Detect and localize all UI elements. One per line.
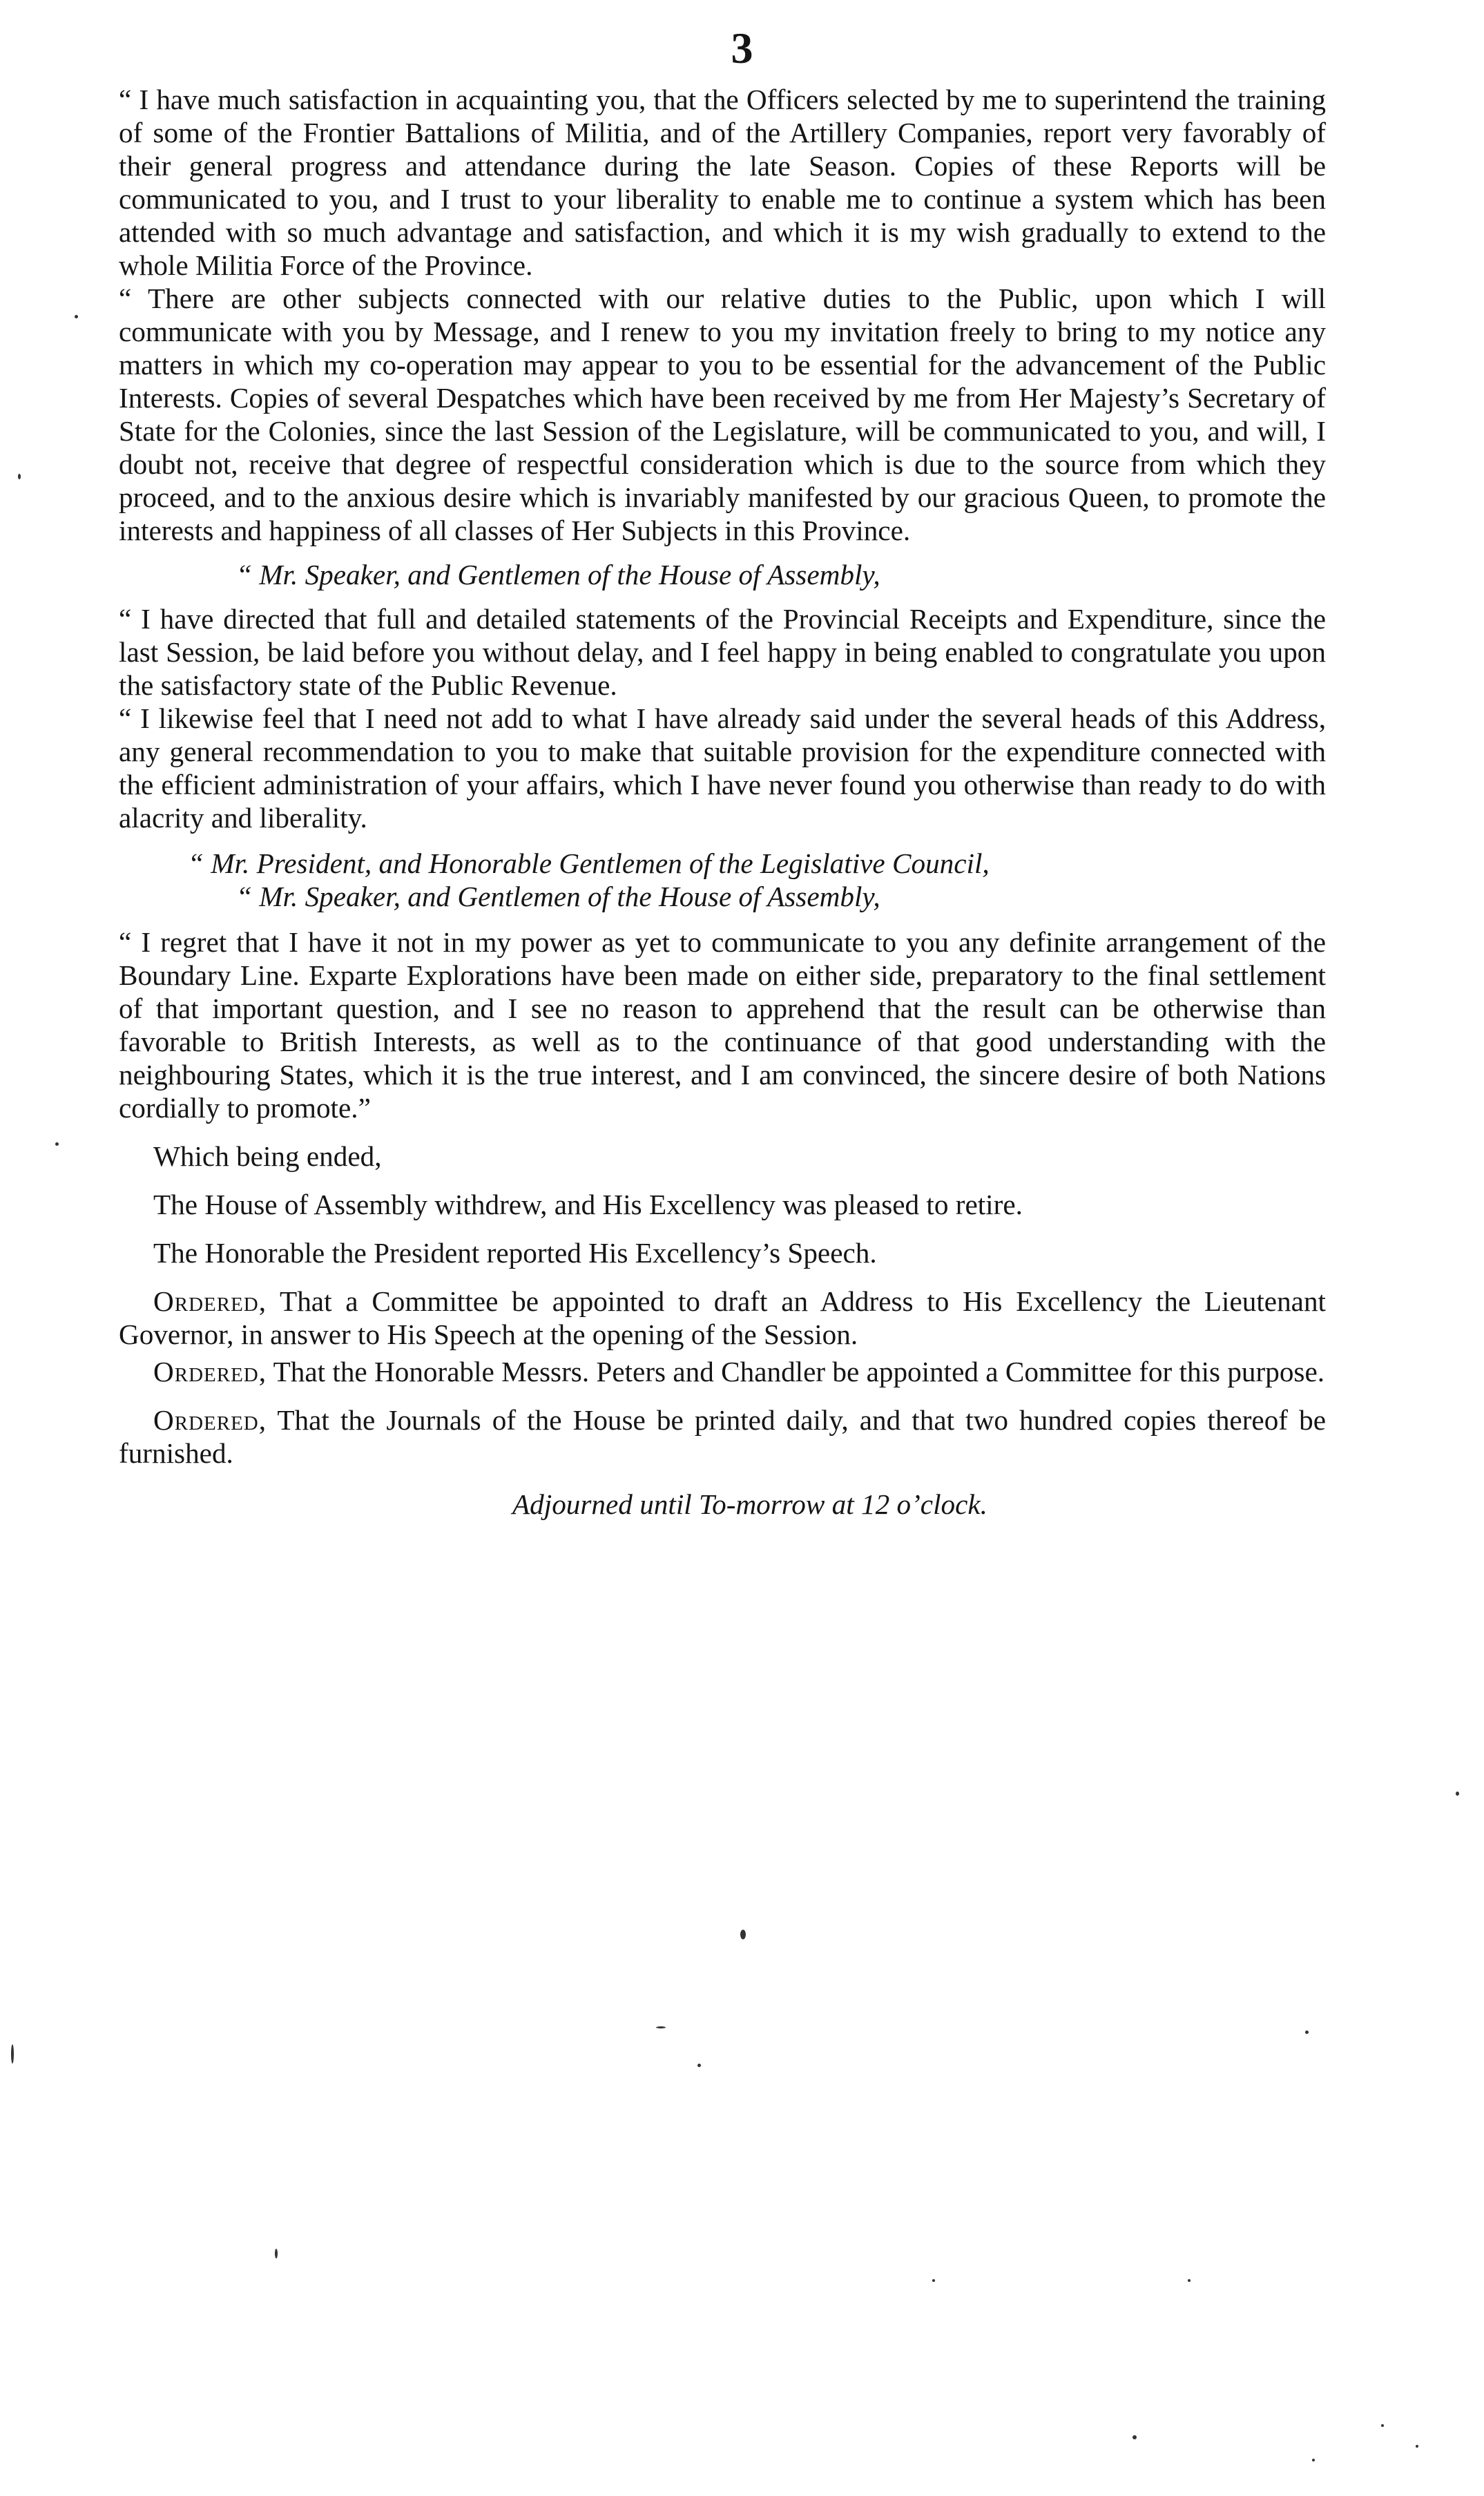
adjourned-line: Adjourned until To-morrow at 12 o’clock. (512, 1488, 987, 1520)
journal-text (119, 83, 1326, 1521)
which-being-ended: Which being ended, (153, 1140, 382, 1172)
page-number: 3 (731, 23, 753, 73)
address-assembly-second: “ Mr. Speaker, and Gentlemen of the House of Assembly, (236, 881, 880, 912)
order-committee (119, 1285, 1326, 1351)
president-reported: The Honorable the President reported His Excellency’s Speech. (153, 1237, 877, 1269)
paragraph-message: “ There are other subjects connected with our relative duties to the Public, upon which I will communicate with you by Message, and I renew to you my invitation freely to bring to my notice any matters in which my co-operation may appear to you to be essential for the advancement of the Public Interests. Copies of several Despatches which have been received by me from Her Majesty’s Secretary of State for the Colonies, since the last Session of the Legislature, will be communicated to you, and will, I doubt not, receive that degree of respectful consideration which is due to the source from which they proceed, and to the anxious desire which is invariably manifested by our gracious Queen, to promote the interests and happiness of all classes of Her Subjects in this Province. (119, 282, 1326, 546)
order-label: Ordered, (153, 1356, 267, 1388)
order-journals (119, 1403, 1326, 1470)
paragraph-receipts: “ I have directed that full and detailed statements of the Provincial Receipts and Expenditure, since the last Session, be laid before you without delay, and I feel happy in being enabled to congratulate you upon the satisfactory state of the Public Revenue. (119, 603, 1326, 701)
order-text: That the Honorable Messrs. Peters and Chandler be appointed a Committee for this purpose. (267, 1356, 1325, 1388)
order-label: Ordered, (153, 1285, 267, 1317)
order-label: Ordered, (153, 1404, 267, 1436)
address-assembly: “ Mr. Speaker, and Gentlemen of the House of Assembly, (236, 559, 880, 591)
paragraph-provision: “ I likewise feel that I need not add to what I have already said under the several heads of this Address, any general recommendation to you to make that suitable provision for the expenditure connected with the efficient administration of your affairs, which I have never found you otherwise than ready to do with alacrity and liberality. (119, 702, 1326, 834)
paragraph-militia: “ I have much satisfaction in acquainting you, that the Officers selected by me to superintend the training of some of the Frontier Battalions of Militia, and of the Artillery Companies, report very favorably of their general progress and attendance during the late Season. Copies of these Reports will be communicated to you, and I trust to your liberality to enable me to continue a system which has been attended with so much advantage and satisfaction, and which it is my wish gradually to extend to the whole Militia Force of the Province. (119, 84, 1326, 281)
address-joint (119, 847, 1326, 913)
order-text: That a Committee be appointed to draft an Address to His Excellency the Lieutenant Governor, in answer to His Speech at the opening of the Session. (119, 1285, 1326, 1350)
address-council: “ Mr. President, and Honorable Gentlemen of the Legislative Council, (188, 847, 990, 879)
order-members (119, 1355, 1326, 1388)
paragraph-boundary: “ I regret that I have it not in my power as yet to communicate to you any definite arrangement of the Boundary Line. Exparte Explorations have been made on either side, preparatory to the final settlement of that important question, and I see no reason to apprehend that the result can be otherwise than favorable to British Interests, as well as to the continuance of that good understanding with the neighbouring States, which it is the true interest, and I am convinced, the sincere desire of both Nations cordially to promote.” (119, 926, 1326, 1124)
order-text: That the Journals of the House be printed daily, and that two hundred copies thereof be furnished. (119, 1404, 1326, 1469)
assembly-withdrew: The House of Assembly withdrew, and His Excellency was pleased to retire. (153, 1189, 1023, 1220)
